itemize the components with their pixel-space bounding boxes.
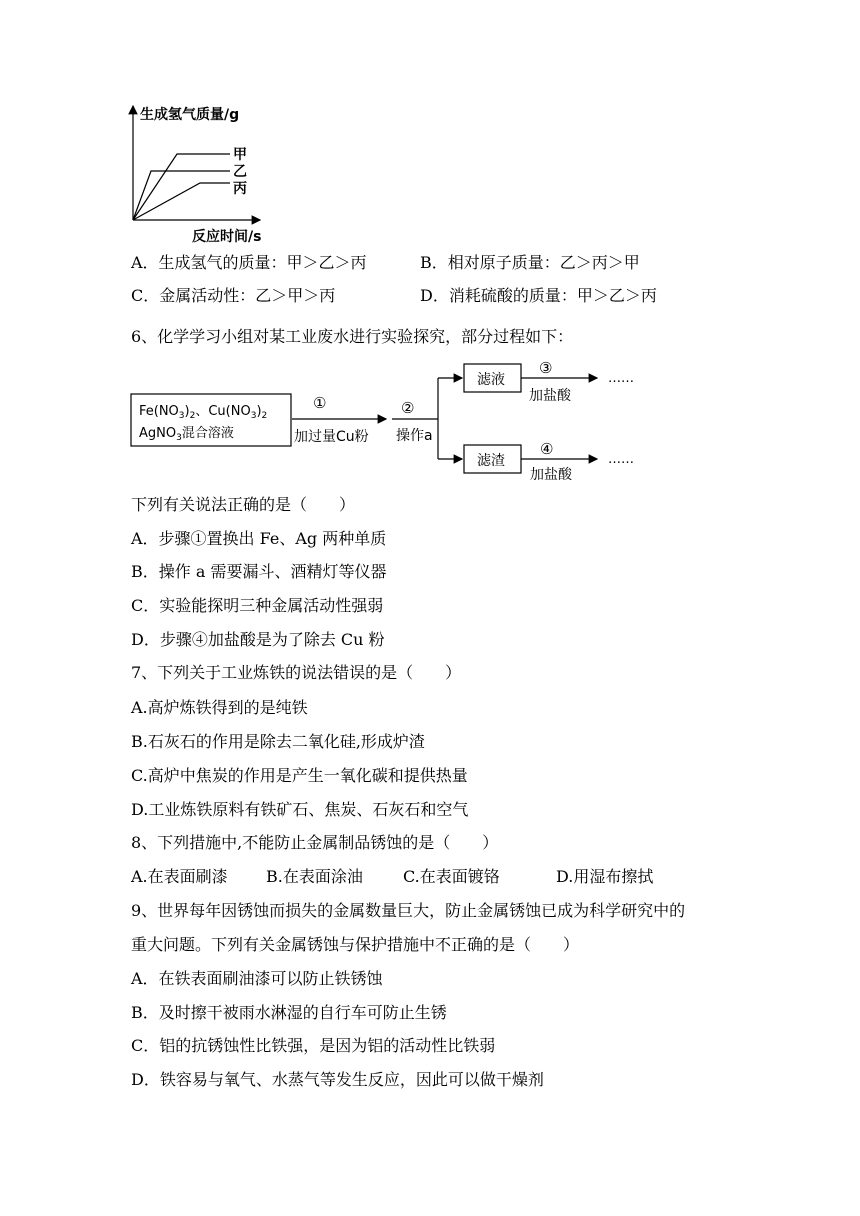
q5-option-a: A．生成氢气的质量：甲＞乙＞丙 (131, 253, 367, 272)
q7-option-d: D.工业炼铁原料有铁矿石、焦炭、石灰石和空气 (131, 800, 469, 819)
q6-flowchart (130, 358, 650, 488)
q6-question: 下列有关说法正确的是（ ） (131, 495, 356, 514)
q9-stem-line2: 重大问题。下列有关金属锈蚀与保护措施中不正确的是（ ） (131, 935, 580, 954)
filtrate-label: 滤液 (477, 372, 505, 388)
step4-marker: ④ (540, 440, 554, 458)
q8-option-a: A.在表面刷漆 (131, 867, 228, 886)
hydrogen-mass-graph (120, 100, 280, 250)
q7-stem: 7、下列关于工业炼铁的说法错误的是（ ） (131, 663, 462, 682)
start-solution-line2: AgNO$_3$混合溶液 (139, 426, 234, 443)
step3-ellipsis: …… (608, 371, 634, 386)
step2-marker: ② (401, 399, 415, 417)
step3-marker: ③ (539, 359, 553, 377)
step2-label: 操作a (396, 428, 433, 444)
q6-option-c: C．实验能探明三种金属活动性强弱 (131, 596, 384, 615)
x-axis-label: 反应时间/s (192, 229, 262, 245)
curve-bing (133, 183, 230, 220)
y-axis-label: 生成氢气质量/g (140, 107, 240, 123)
q8-option-c: C.在表面镀铬 (403, 867, 500, 886)
step3-label: 加盐酸 (529, 388, 571, 404)
step4-label: 加盐酸 (530, 467, 572, 483)
q9-option-c: C．铝的抗锈蚀性比铁强，是因为铝的活动性比铁弱 (131, 1036, 496, 1055)
q6-option-d: D．步骤④加盐酸是为了除去 Cu 粉 (131, 630, 385, 649)
q7-option-b: B.石灰石的作用是除去二氧化硅,形成炉渣 (131, 732, 425, 751)
residue-label: 滤渣 (477, 453, 505, 469)
q6-option-a: A．步骤①置换出 Fe、Ag 两种单质 (131, 529, 387, 548)
q8-option-d: D.用湿布擦拭 (556, 867, 654, 886)
q9-option-a: A．在铁表面刷油漆可以防止铁锈蚀 (131, 969, 383, 988)
curve-label-bing: 丙 (233, 181, 247, 197)
step1-label: 加过量Cu粉 (294, 429, 369, 445)
curve-label-yi: 乙 (233, 164, 247, 180)
q9-stem-line1: 9、世界每年因锈蚀而损失的金属数量巨大，防止金属锈蚀已成为科学研究中的 (131, 901, 686, 920)
curve-jia (133, 154, 230, 220)
q5-option-b: B．相对原子质量：乙＞丙＞甲 (420, 253, 640, 272)
q7-option-a: A.高炉炼铁得到的是纯铁 (131, 698, 308, 717)
curve-label-jia: 甲 (233, 147, 247, 163)
step4-ellipsis: …… (608, 452, 634, 467)
step1-marker: ① (313, 394, 327, 412)
q5-option-c: C．金属活动性：乙＞甲＞丙 (131, 286, 336, 305)
q5-option-d: D．消耗硫酸的质量：甲＞乙＞丙 (420, 286, 657, 305)
q6-option-b: B．操作 a 需要漏斗、酒精灯等仪器 (131, 562, 387, 581)
start-solution-line1: $Fe(NO_3)_2$、$Cu(NO_3)_2$ (139, 404, 268, 421)
q8-stem: 8、下列措施中,不能防止金属制品锈蚀的是（ ） (131, 833, 499, 852)
q9-option-b: B．及时擦干被雨水淋湿的自行车可防止生锈 (131, 1003, 447, 1022)
q8-option-b: B.在表面涂油 (266, 867, 363, 886)
q9-option-d: D．铁容易与氧气、水蒸气等发生反应，因此可以做干燥剂 (131, 1070, 544, 1089)
q6-stem: 6、化学学习小组对某工业废水进行实验探究，部分过程如下： (131, 327, 574, 346)
q7-option-c: C.高炉中焦炭的作用是产生一氧化碳和提供热量 (131, 766, 468, 785)
